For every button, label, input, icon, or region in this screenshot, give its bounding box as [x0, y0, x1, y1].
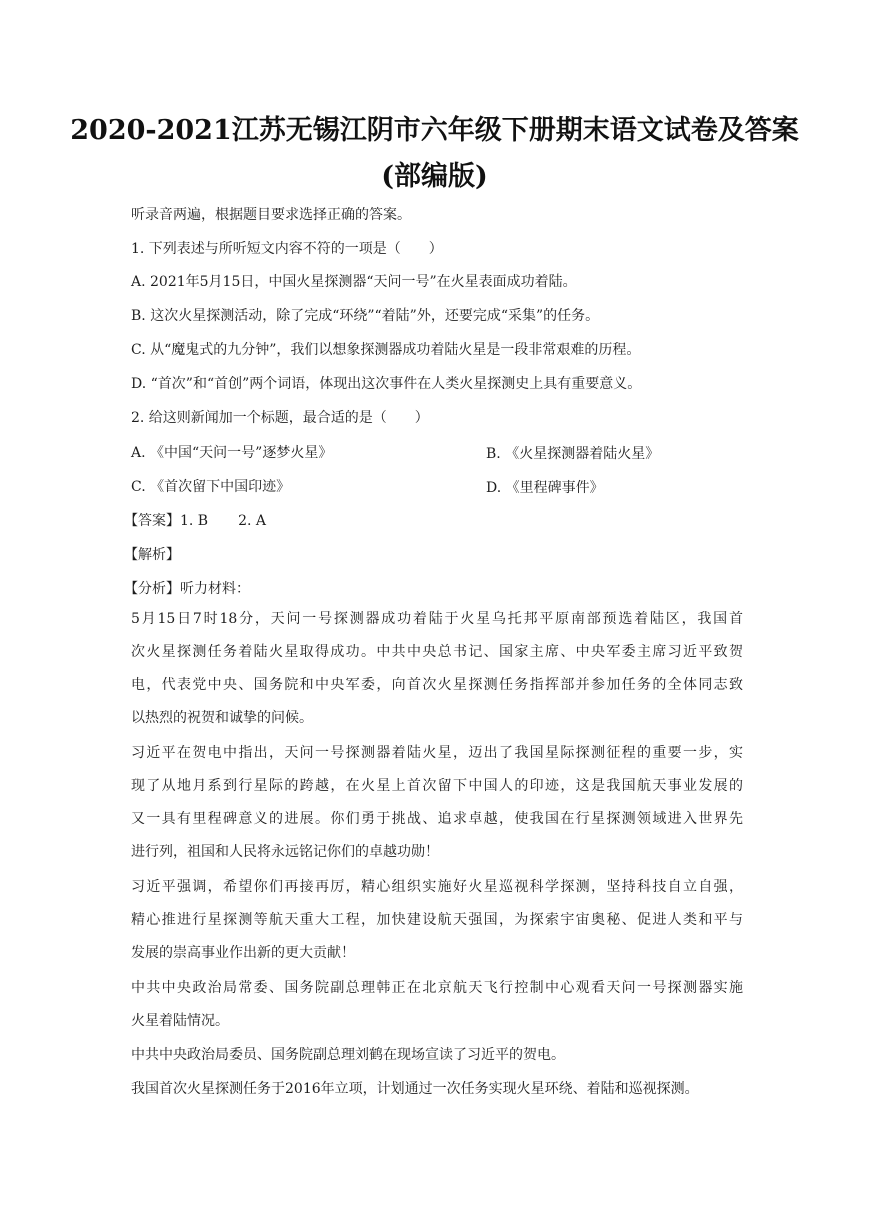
fenxi-heading: 【分析】听力材料： — [124, 581, 250, 597]
question-1-option-a: A. 2021年5月15日，中国火星探测器“天问一号”在火星表面成功着陆。 — [131, 274, 577, 290]
question-2-stem: 2. 给这则新闻加一个标题，最合适的是（ ） — [131, 410, 429, 426]
listening-instruction: 听录音两遍，根据题目要求选择正确的答案。 — [131, 207, 411, 223]
paragraph-line: 5月15日7时18分，天问一号探测器成功着陆于火星乌托邦平原南部预选着陆区，我国首 — [131, 611, 743, 627]
question-1-option-b: B. 这次火星探测活动，除了完成“环绕”“着陆”外，还要完成“采集”的任务。 — [131, 308, 600, 324]
listening-material-paragraph-2 — [131, 737, 743, 869]
paragraph-line: 中共中央政治局常委、国务院副总理韩正在北京航天飞行控制中心观看天问一号探测器实施 — [131, 980, 743, 996]
question-1-option-c: C. 从“魔鬼式的九分钟”，我们以想象探测器成功着陆火星是一段非常艰难的历程。 — [131, 342, 641, 358]
paragraph-line: 火星着陆情况。 — [131, 1013, 229, 1029]
question-2-option-c: C. 《首次留下中国印迹》 — [131, 479, 291, 495]
paragraph-line: 中共中央政治局委员、国务院副总理刘鹤在现场宣读了习近平的贺电。 — [131, 1047, 565, 1063]
answer-1: 1. B — [180, 513, 209, 529]
paragraph-line: 发展的崇高事业作出新的更大贡献！ — [131, 945, 355, 961]
answer-label: 【答案】 — [124, 513, 180, 529]
paragraph-line: 次火星探测任务着陆火星取得成功。中共中央总书记、国家主席、中央军委主席习近平致贺 — [131, 644, 743, 660]
listening-material-paragraph-3 — [131, 871, 743, 970]
question-2-option-b: B. 《火星探测器着陆火星》 — [486, 446, 660, 462]
listening-material-paragraph-4 — [131, 972, 743, 1038]
question-1-option-d: D. “首次”和“首创”两个词语，体现出这次事件在人类火星探测史上具有重要意义。 — [131, 376, 642, 392]
question-2-option-a: A. 《中国“天问一号”逐梦火星》 — [131, 445, 333, 461]
listening-material-paragraph-5 — [131, 1039, 743, 1072]
document-title-line-1: 2020-2021江苏无锡江阴市六年级下册期末语文试卷及答案 — [70, 115, 799, 146]
paragraph-line: 又一具有里程碑意义的进展。你们勇于挑战、追求卓越，使我国在行星探测领域进入世界先 — [131, 811, 743, 827]
paragraph-line: 我国首次火星探测任务于2016年立项，计划通过一次任务实现火星环绕、着陆和巡视探测。 — [131, 1081, 699, 1097]
question-2-option-d: D. 《里程碑事件》 — [486, 480, 604, 496]
paragraph-line: 进行列，祖国和人民将永远铭记你们的卓越功勋！ — [131, 844, 439, 860]
document-title-line-2: (部编版) — [381, 161, 488, 192]
listening-material-paragraph-6 — [131, 1073, 743, 1106]
paragraph-line: 习近平在贺电中指出，天问一号探测器着陆火星，迈出了我国星际探测征程的重要一步，实 — [131, 745, 743, 761]
paragraph-line: 精心推进行星探测等航天重大工程，加快建设航天强国，为探索宇宙奥秘、促进人类和平与 — [131, 912, 743, 928]
answer-line — [124, 511, 266, 531]
question-1-stem: 1. 下列表述与所听短文内容不符的一项是（ ） — [131, 241, 443, 257]
answer-2: 2. A — [238, 513, 267, 529]
paragraph-line: 电，代表党中央、国务院和中央军委，向首次火星探测任务指挥部并参加任务的全体同志致 — [131, 677, 743, 693]
analysis-heading: 【解析】 — [124, 547, 180, 563]
paragraph-line: 习近平强调，希望你们再接再厉，精心组织实施好火星巡视科学探测，坚持科技自立自强， — [131, 879, 743, 895]
paragraph-line: 现了从地月系到行星际的跨越，在火星上首次留下中国人的印迹，这是我国航天事业发展的 — [131, 778, 743, 794]
listening-material-paragraph-1 — [131, 603, 743, 735]
paragraph-line: 以热烈的祝贺和诚挚的问候。 — [131, 710, 313, 726]
